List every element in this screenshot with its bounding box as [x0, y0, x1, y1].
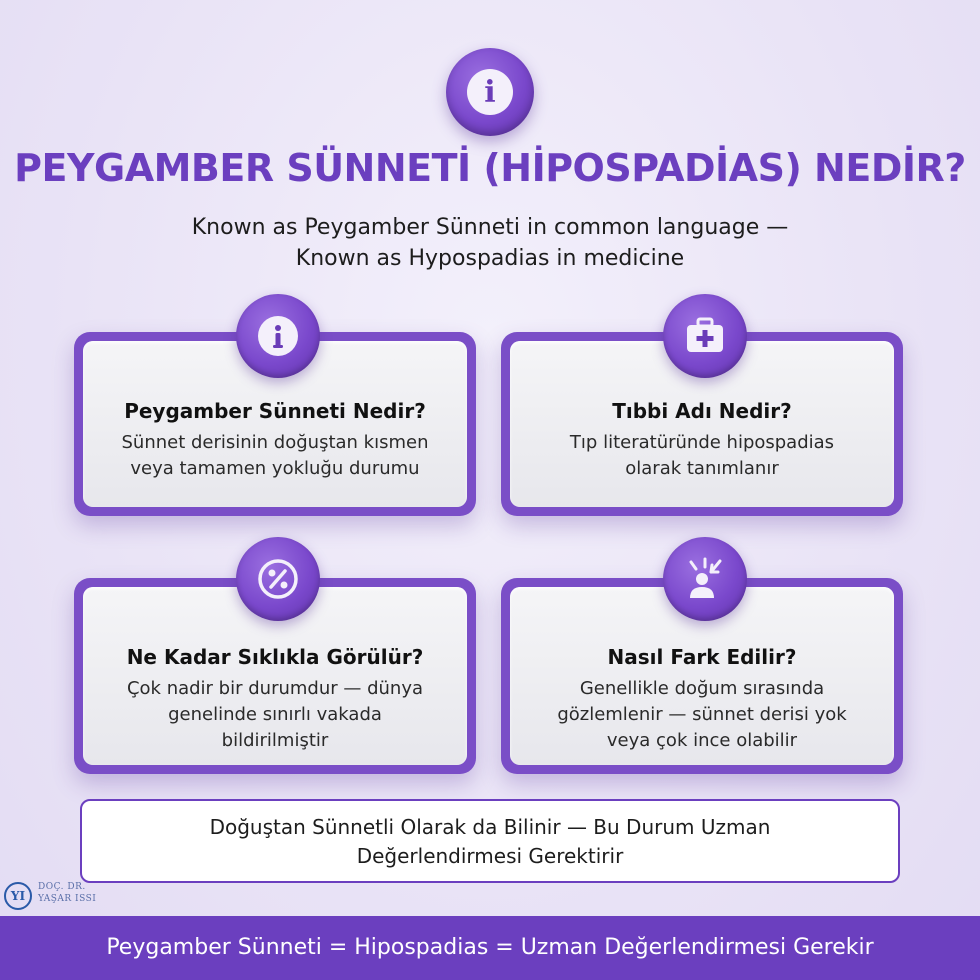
- card-text-line: veya çok ince olabilir: [606, 730, 798, 751]
- logo-mark: YI: [4, 882, 32, 910]
- person-attention-icon: [663, 537, 747, 621]
- info-icon: i: [467, 69, 513, 115]
- card-text-line: Genellikle doğum sırasında: [579, 678, 825, 699]
- card-text: [83, 676, 467, 754]
- header-badge: [446, 48, 534, 136]
- card-text: [510, 430, 894, 482]
- card-text-line: veya tamamen yokluğu durumu: [130, 458, 420, 479]
- card-text: [510, 676, 894, 754]
- card-title: Tıbbi Adı Nedir?: [612, 399, 792, 423]
- percent-icon: [236, 537, 320, 621]
- note-line-1: Doğuştan Sünnetli Olarak da Bilinir — Bu Durum Uzman: [209, 815, 771, 839]
- card-text-line: gözlemlenir — sünnet derisi yok: [557, 704, 847, 725]
- card-text-line: olarak tanımlanır: [625, 458, 779, 479]
- card-title: Peygamber Sünneti Nedir?: [124, 399, 426, 423]
- card-text-line: Sünnet derisinin doğuştan kısmen: [121, 432, 429, 453]
- note-box: [80, 799, 900, 883]
- card-title: Nasıl Fark Edilir?: [607, 645, 797, 669]
- card-text-line: bildirilmiştir: [221, 730, 329, 751]
- card-text: [83, 430, 467, 482]
- subtitle-line-1: Known as Peygamber Sünneti in common language —: [191, 215, 789, 240]
- footer-banner: Peygamber Sünneti = Hipospadias = Uzman Değerlendirmesi Gerekir: [0, 916, 980, 980]
- logo-text-line-1: DOÇ. DR.: [38, 882, 86, 892]
- card-text-line: Tıp literatüründe hipospadias: [569, 432, 835, 453]
- card-text-line: genelinde sınırlı vakada: [168, 704, 382, 725]
- card-text-line: Çok nadir bir durumdur — dünya: [126, 678, 424, 699]
- note-line-2: Değerlendirmesi Gerektirir: [356, 844, 624, 868]
- logo-text-line-2: YAŞAR ISSI: [38, 894, 97, 904]
- card-title: Ne Kadar Sıklıkla Görülür?: [126, 645, 424, 669]
- info-icon: [236, 294, 320, 378]
- medical-kit-icon: [663, 294, 747, 378]
- subtitle-line-2: Known as Hypospadias in medicine: [295, 246, 685, 271]
- brand-logo: [4, 880, 124, 914]
- page-title: PEYGAMBER SÜNNETİ (HİPOSPADİAS) NEDİR?: [14, 146, 966, 190]
- page-subtitle: [0, 212, 980, 274]
